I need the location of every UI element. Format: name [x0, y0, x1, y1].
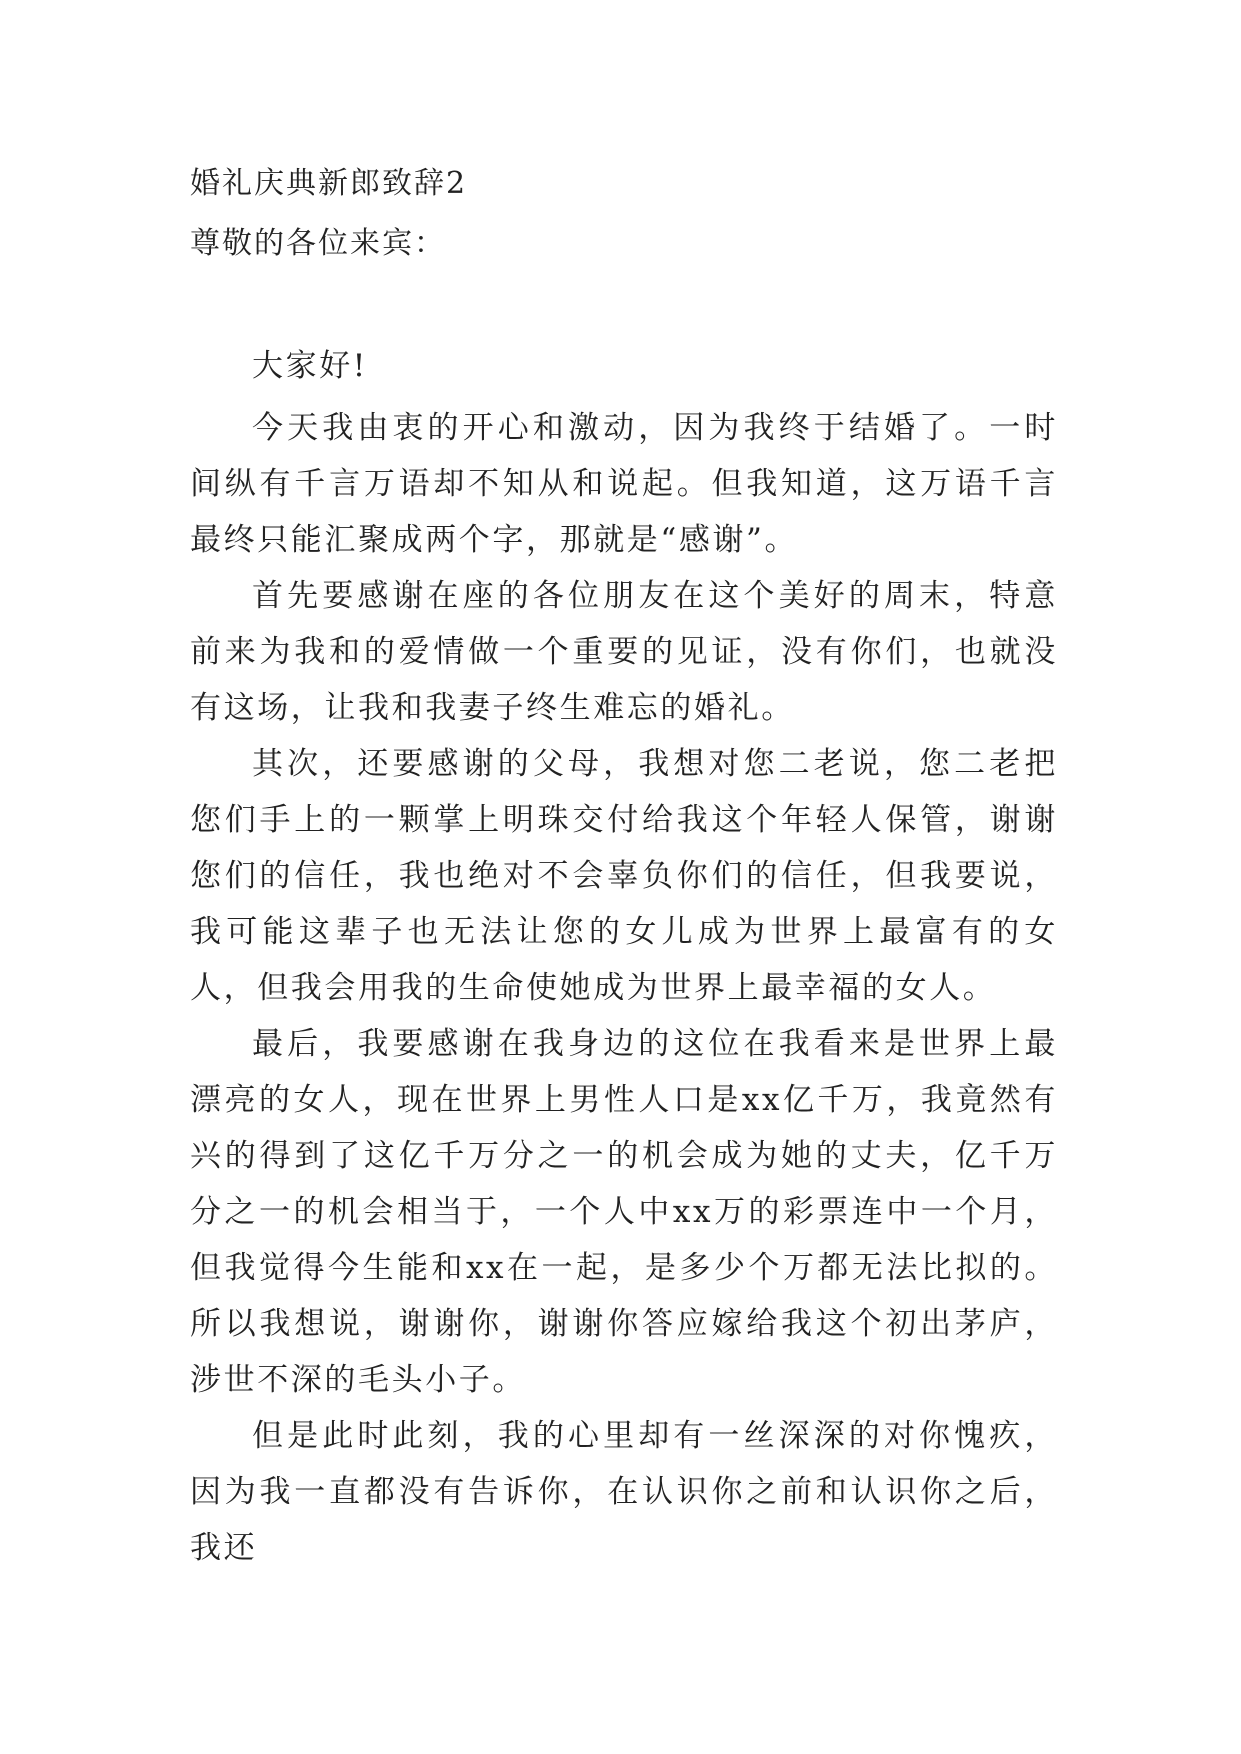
speech-body [190, 338, 1058, 1576]
paragraph: 今天我由衷的开心和激动，因为我终于结婚了。一时间纵有千言万语却不知从和说起。但我知道，这万语千言最终只能汇聚成两个字，那就是“感谢”。 [190, 410, 1058, 558]
document-title: 婚礼庆典新郎致辞2 [190, 166, 468, 201]
paragraph-greeting: 大家好! [252, 348, 368, 384]
paragraph: 其次，还要感谢的父母，我想对您二老说，您二老把您们手上的一颗掌上明珠交付给我这个年轻人保管，谢谢您们的信任，我也绝对不会辜负你们的信任，但我要说，我可能这辈子也无法让您的女儿成为世界上最富有的女人，但我会用我的生命使她成为世界上最幸福的女人。 [190, 746, 1058, 1006]
salutation: 尊敬的各位来宾： [190, 226, 446, 261]
paragraph: 首先要感谢在座的各位朋友在这个美好的周末，特意前来为我和的爱情做一个重要的见证，没有你们，也就没有这场，让我和我妻子终生难忘的婚礼。 [190, 578, 1058, 726]
paragraph: 最后，我要感谢在我身边的这位在我看来是世界上最漂亮的女人，现在世界上男性人口是xx亿千万，我竟然有兴的得到了这亿千万分之一的机会成为她的丈夫，亿千万分之一的机会相当于，一个人中xx万的彩票连中一个月，但我觉得今生能和xx在一起，是多少个万都无法比拟的。所以我想说，谢谢你，谢谢你答应嫁给我这个初出茅庐，涉世不深的毛头小子。 [190, 1026, 1058, 1398]
paragraph: 但是此时此刻，我的心里却有一丝深深的对你愧疚，因为我一直都没有告诉你，在认识你之前和认识你之后，我还 [190, 1418, 1058, 1566]
